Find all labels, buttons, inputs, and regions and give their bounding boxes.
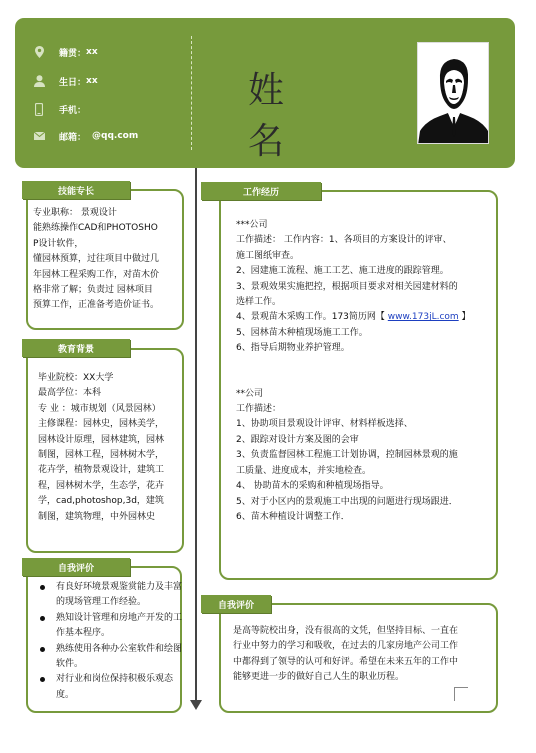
job2-line: 工作描述：	[236, 404, 282, 415]
self-eval-item: 熟知设计管理和房地产开发的工作基本程序。	[38, 611, 184, 642]
self-eval-right-line: 能够更进一步的做好自己人生的职业历程。	[233, 672, 405, 683]
skills-line: 能熟练操作CAD和PHOTOSHO	[33, 223, 158, 234]
job2-line: 1、协助项目景观设计评审、材料样板选择、	[236, 419, 413, 430]
margin-corner-mark	[454, 687, 468, 701]
self-eval-right-line: 是高等院校出身，没有很高的文凭，但坚持目标、一直在	[233, 626, 459, 636]
native-place-label: 籍贯：	[59, 48, 87, 59]
timeline-line	[195, 168, 197, 703]
self-eval-right-line: 行业中努力的学习和吸收，在过去的几家房地产公司工作	[233, 641, 459, 652]
education-line: 园林设计原理，园林建筑，园林	[38, 434, 165, 445]
self-eval-item: 对行业和岗位保持积极乐观态度。	[38, 672, 184, 703]
birthday-value: xx	[86, 76, 98, 86]
skills-title: 技能专长	[22, 181, 130, 199]
education-title: 教育背景	[22, 339, 130, 357]
job1-line4-close: 】	[458, 312, 471, 323]
job2-company: **公司	[236, 388, 264, 399]
self-eval-right-body	[233, 624, 495, 686]
self-eval-item: 熟练使用各种办公室软件和绘图软件。	[38, 642, 184, 673]
email-value: @qq.com	[92, 131, 139, 141]
work-body	[236, 218, 494, 525]
birthday-row	[33, 73, 98, 89]
education-line: 最高学位：本科	[38, 388, 102, 399]
website-link[interactable]: www.173jL.com	[387, 312, 459, 323]
skills-line: 懂园林预算，过往项目中做过几	[33, 254, 160, 265]
job1-line-4	[236, 310, 494, 325]
self-eval-right-line: 中都得到了领导的认可和好评。希望在未来五年的工作中	[233, 656, 459, 667]
header-divider	[191, 36, 192, 150]
location-pin-icon	[33, 45, 45, 59]
skills-line: 预算工作，正准备考造价证书。	[33, 300, 160, 311]
native-place-row	[33, 44, 98, 60]
self-eval-item: 有良好环境景观鉴赏能力及丰富的现场管理工作经验。	[38, 580, 184, 611]
skills-line: 专业职称： 景观设计	[33, 208, 117, 218]
job2-line: 4、 协助苗木的采购和种植现场指导。	[236, 481, 389, 492]
job2-line: 5、对于小区内的景观施工中出现的问题进行现场跟进．	[236, 496, 458, 507]
self-eval-left-title: 自我评价	[22, 558, 130, 576]
education-line: 主修课程：园林史，园林美学，	[38, 419, 165, 430]
job2-line: 6、苗木种植设计调整工作．	[236, 511, 350, 522]
envelope-icon	[33, 129, 45, 143]
education-line: 制图，建筑物理，中外园林史	[38, 511, 156, 522]
birthday-label: 生日：	[59, 77, 87, 88]
job2-line: 工质量、进度成本，并实地检查。	[236, 465, 372, 476]
person-name: 姓 名	[248, 70, 315, 162]
skills-body	[33, 206, 181, 314]
email-row	[33, 128, 138, 144]
profile-photo	[417, 42, 489, 144]
phone-label: 手机：	[59, 105, 87, 116]
job1-line4-text: 4、景观苗木采购工作。173简历网【	[236, 312, 388, 323]
skills-line: P设计软件，	[33, 238, 84, 249]
job1-line: 6、指导后期物业养护管理。	[236, 343, 350, 354]
job1-line: 工作描述： 工作内容：1、各项目的方案设计的评审、	[236, 235, 452, 246]
job2-line: 2、跟踪对设计方案及图的会审	[236, 434, 359, 445]
education-body	[38, 371, 182, 525]
self-eval-right-title: 自我评价	[201, 595, 271, 613]
email-label: 邮箱：	[59, 132, 87, 143]
job1-company: ***公司	[236, 220, 268, 230]
education-line: 专 业 ：城市规划（风景园林）	[38, 403, 161, 414]
job1-line: 选样工作。	[236, 297, 282, 308]
job2-line: 3、负责监督园林工程施工计划协调，控制园林景观的施	[236, 450, 458, 461]
education-line: 程，园林树木学，生态学，花卉	[38, 480, 165, 491]
header-banner	[15, 18, 515, 168]
timeline-arrow-icon	[190, 700, 202, 710]
skills-line: 格非常了解；负责过 园林项目	[33, 285, 153, 296]
job1-line: 3、景观效果实施把控，根据项目要求对相关园建材料的	[236, 281, 458, 292]
native-place-value: xx	[86, 47, 98, 57]
job1-line: 施工图纸审查。	[236, 250, 300, 261]
person-icon	[33, 74, 45, 88]
job1-line: 5、园林苗木种植现场施工工作。	[236, 327, 368, 338]
job1-line: 2、园建施工流程、施工工艺、施工进度的跟踪管理。	[236, 266, 449, 277]
self-eval-left-list	[38, 580, 184, 703]
education-line: 毕业院校：XX大学	[38, 373, 114, 383]
education-line: 学，cad,photoshop,3d，建筑	[38, 496, 164, 507]
phone-icon	[33, 102, 45, 116]
education-line: 花卉学，植物景观设计，建筑工	[38, 465, 165, 476]
skills-line: 年园林工程采购工作，对苗木价	[33, 269, 160, 280]
work-title: 工作经历	[201, 182, 321, 200]
phone-row	[33, 101, 92, 117]
education-line: 制图，园林工程，园林树木学，	[38, 450, 165, 461]
